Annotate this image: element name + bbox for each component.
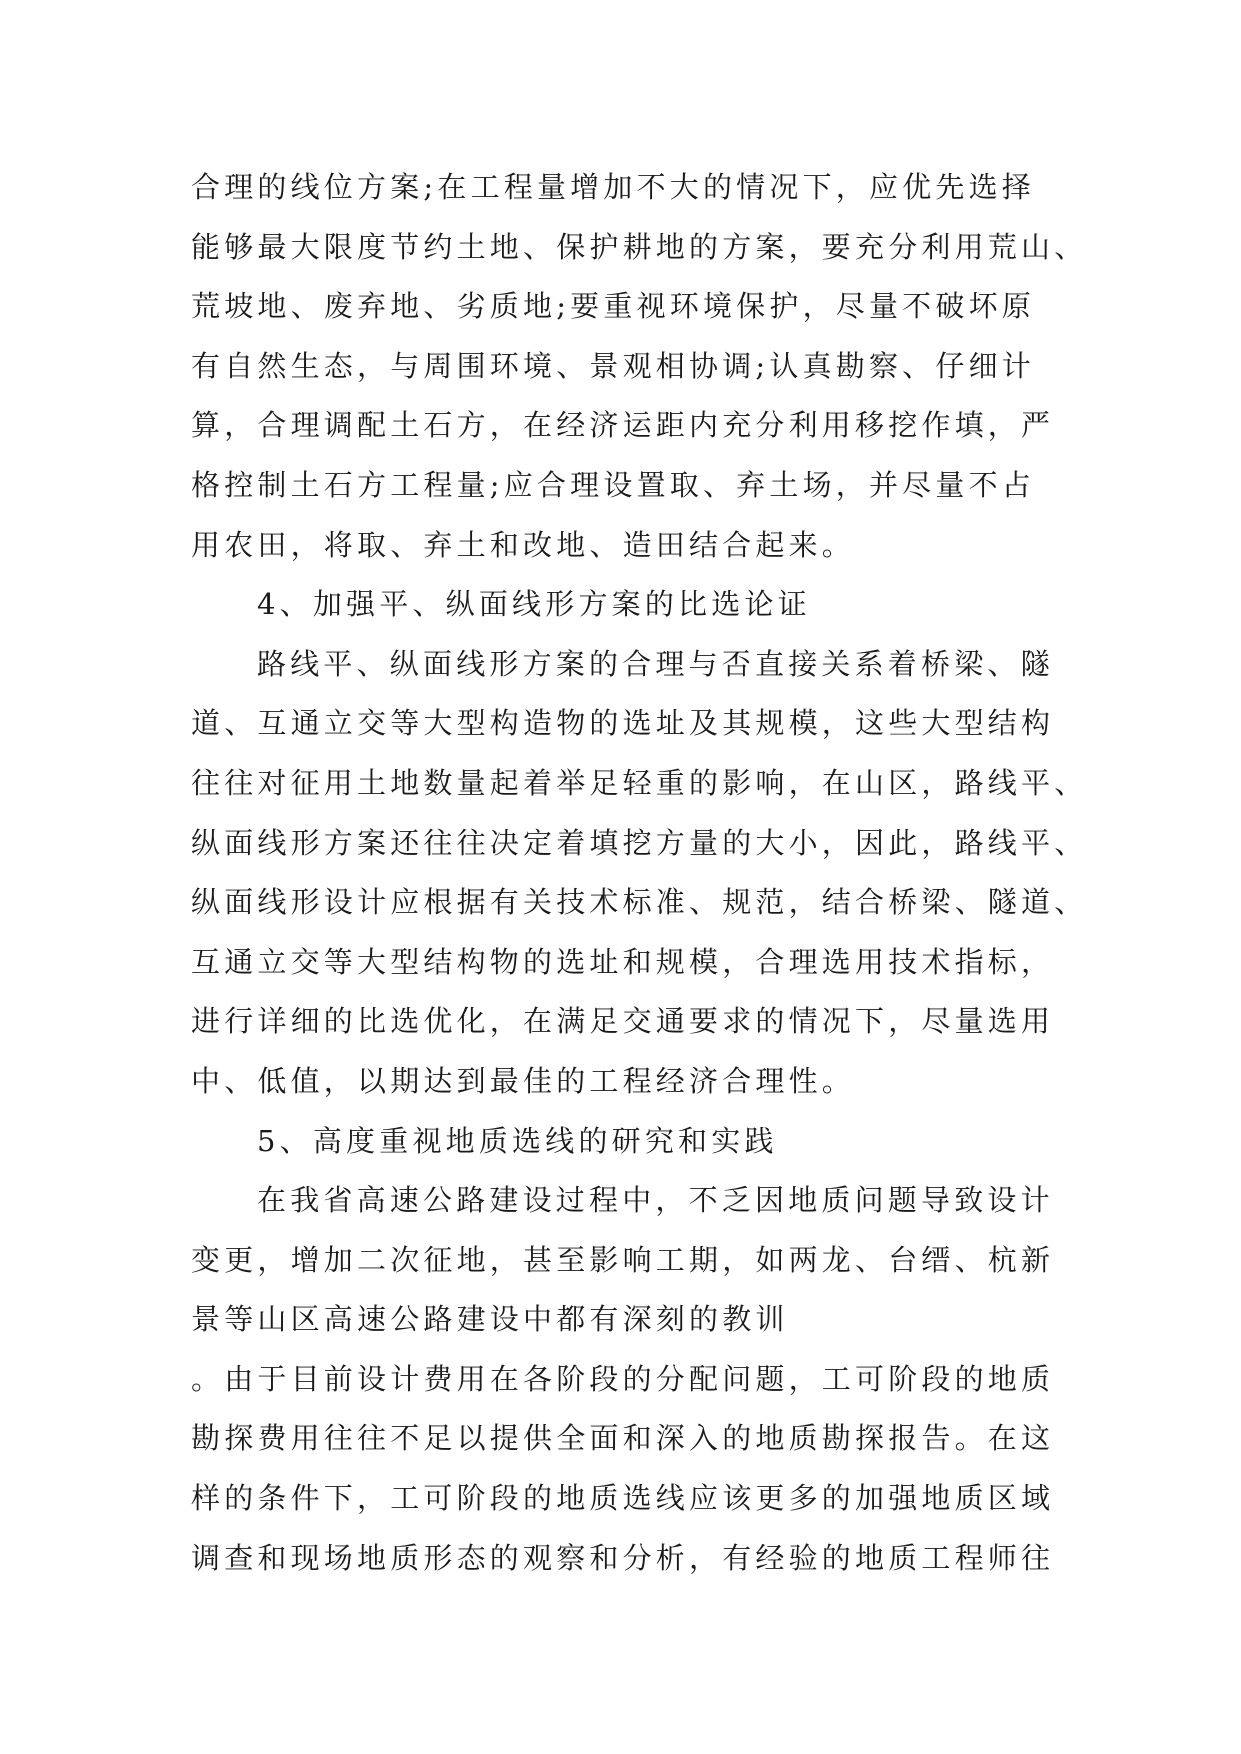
text-line: 。由于目前设计费用在各阶段的分配问题，工可阶段的地质 xyxy=(191,1361,1055,1396)
text-line: 用农田，将取、弃土和改地、造田结合起来。 xyxy=(191,527,856,562)
text-line: 往往对征用土地数量起着举足轻重的影响，在山区，路线平、 xyxy=(191,765,1088,800)
paragraph-start-line: 路线平、纵面线形方案的合理与否直接关系着桥梁、隧 xyxy=(257,646,1054,681)
document-body xyxy=(191,158,1088,1588)
text-line: 景等山区高速公路建设中都有深刻的教训 xyxy=(191,1302,789,1337)
text-line: 互通立交等大型结构物的选址和规模，合理选用技术指标， xyxy=(191,944,1055,979)
text-line: 道、互通立交等大型构造物的选址及其规模，这些大型结构 xyxy=(191,706,1055,741)
text-line: 格控制土石方工程量;应合理设置取、弃土场，并尽量不占 xyxy=(191,467,1035,502)
text-line: 有自然生态，与周围环境、景观相协调;认真勘察、仔细计 xyxy=(191,348,1035,383)
text-line: 调查和现场地质形态的观察和分析，有经验的地质工程师往 xyxy=(191,1540,1055,1575)
text-line: 能够最大限度节约土地、保护耕地的方案，要充分利用荒山、 xyxy=(191,229,1088,264)
text-line: 进行详细的比选优化，在满足交通要求的情况下，尽量选用 xyxy=(191,1004,1055,1039)
text-line: 合理的线位方案;在工程量增加不大的情况下，应优先选择 xyxy=(191,170,1035,204)
text-line: 勘探费用往往不足以提供全面和深入的地质勘探报告。在这 xyxy=(191,1421,1055,1456)
text-line: 纵面线形方案还往往决定着填挖方量的大小，因此，路线平、 xyxy=(191,825,1088,860)
text-line: 算，合理调配土石方，在经济运距内充分利用移挖作填，严 xyxy=(191,408,1055,443)
section-heading: 5、高度重视地质选线的研究和实践 xyxy=(257,1123,778,1158)
text-line: 样的条件下，工可阶段的地质选线应该更多的加强地质区域 xyxy=(191,1481,1055,1516)
text-line: 纵面线形设计应根据有关技术标准、规范，结合桥梁、隧道、 xyxy=(191,885,1088,920)
text-line: 中、低值，以期达到最佳的工程经济合理性。 xyxy=(191,1063,856,1098)
text-line: 变更，增加二次征地，甚至影响工期，如两龙、台缙、杭新 xyxy=(191,1242,1055,1277)
section-heading: 4、加强平、纵面线形方案的比选论证 xyxy=(257,587,811,622)
text-line: 荒坡地、废弃地、劣质地;要重视环境保护，尽量不破坏原 xyxy=(191,289,1035,324)
paragraph-start-line: 在我省高速公路建设过程中，不乏因地质问题导致设计 xyxy=(257,1183,1054,1218)
